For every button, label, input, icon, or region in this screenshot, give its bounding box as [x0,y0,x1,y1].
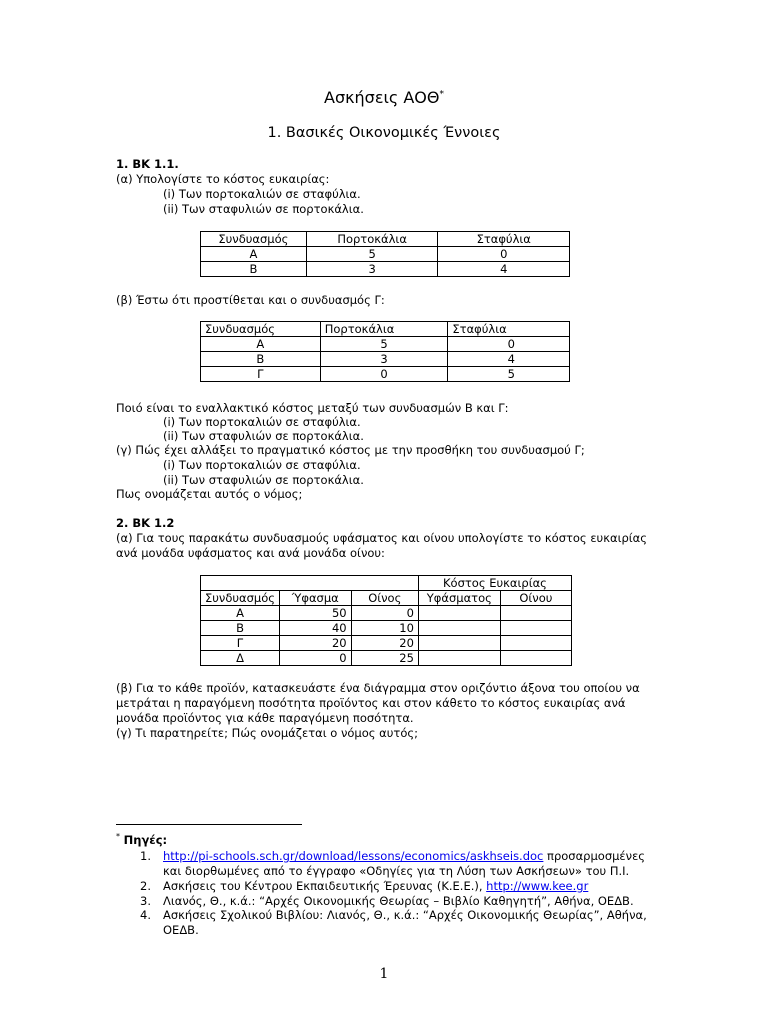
footnote-mark: * [116,832,120,841]
footnote-item-text: Ασκήσεις του Κέντρου Εκπαιδευτικής Έρευνας (Κ.Ε.Ε.), [163,879,487,893]
page-number: 1 [379,966,389,982]
table-cell-empty [500,621,571,636]
table-cell: 0 [280,651,352,666]
table-header: Ύφασμα [280,591,352,606]
table-cell-empty [418,651,500,666]
table-header-row [201,322,570,337]
table-header: Συνδυασμός [201,322,321,337]
table-row [201,651,572,666]
table-row [201,337,570,352]
table-group-header-row [201,576,572,591]
ex2-question-b-line2: μετράται η παραγόμενη ποσότητα προϊόντος και στον κάθετο το κόστος ευκαιρίας ανά [116,696,626,710]
kee-link[interactable]: http://www.kee.gr [486,879,589,893]
footnote-heading [116,829,167,848]
footnote-item [163,879,588,894]
table-row [201,352,570,367]
footnote-item-num: 4. [140,908,151,922]
title-text: Ασκήσεις ΑΟΘ [324,88,440,107]
title-footnote-mark[interactable]: * [439,89,444,100]
source-link[interactable]: http://pi-schools.sch.gr/download/lessons/economics/askhseis.doc [163,849,544,863]
table-cell: 0 [448,337,570,352]
table-row [201,247,570,262]
table-cell: 5 [306,247,438,262]
table-row [201,606,572,621]
ex1-question-a: (α) Υπολογίστε το κόστος ευκαιρίας: [116,172,330,186]
table-cell: 10 [351,621,418,636]
chapter-title: 1. Βασικές Οικονομικές Έννοιες [267,125,501,141]
table-row [201,636,572,651]
footnote-divider [116,824,302,825]
table-cell: 20 [280,636,352,651]
ex1-table2 [200,321,570,382]
footnote-item-text: Ασκήσεις Σχολικού Βιβλίου: Λιανός, Θ., κ.ά.: “Αρχές Οικονομικής Θεωρίας”, Αθήνα, [163,908,647,922]
table-header: Σταφύλια [448,322,570,337]
table-cell-empty [418,636,500,651]
ex1-question-law: Πως ονομάζεται αυτός ο νόμος; [116,487,303,501]
ex2-question-a-line2: ανά μονάδα υφάσματος και ανά μονάδα οίνου: [116,546,385,560]
ex1-question-c: (γ) Πώς έχει αλλάξει το πραγματικό κόστος με την προσθήκη του συνδυασμού Γ; [116,443,585,457]
ex1-table1 [200,231,570,277]
table-header: Συνδυασμός [201,232,307,247]
ex2-question-b-line3: μονάδα προϊόντος για κάθε παραγόμενη ποσότητα. [116,711,414,725]
table-cell: 5 [320,337,448,352]
table-header-row [201,591,572,606]
table-cell: Α [201,247,307,262]
ex1-question-b: (β) Έστω ότι προστίθεται και ο συνδυασμός Γ: [116,293,385,307]
table-cell: Δ [201,651,280,666]
footnote-item-text: και διορθωμένες από το έγγραφο «Οδηγίες για τη Λύση των Ασκήσεων» του Π.Ι. [163,864,630,878]
table-cell: 40 [280,621,352,636]
table-cell: 25 [351,651,418,666]
footnote-item-text: Λιανός, Θ., κ.ά.: “Αρχές Οικονομικής Θεωρίας – Βιβλίο Καθηγητή”, Αθήνα, ΟΕΔΒ. [163,894,634,908]
table-cell: 4 [448,352,570,367]
table-cell-empty [500,651,571,666]
ex1-heading: 1. ΒΚ 1.1. [116,157,179,171]
table-header: Πορτοκάλια [306,232,438,247]
table-cell: 5 [448,367,570,382]
table-cell: 0 [320,367,448,382]
ex1-question-alt-cost-ii: (ii) Των σταφυλιών σε πορτοκάλια. [163,429,364,443]
table-cell-empty [201,576,419,591]
ex1-question-c-i: (i) Των πορτοκαλιών σε σταφύλια. [163,458,361,472]
footnote-item-text: προσαρμοσμένες [543,849,646,863]
table-header: Οίνος [351,591,418,606]
ex1-question-alt-cost-i: (i) Των πορτοκαλιών σε σταφύλια. [163,415,361,429]
table-header: Οίνου [500,591,571,606]
table-cell: 3 [320,352,448,367]
table-cell-empty [418,621,500,636]
table-group-header: Κόστος Ευκαιρίας [418,576,571,591]
table-cell: Β [201,621,280,636]
table-row [201,262,570,277]
table-header: Συνδυασμός [201,591,280,606]
ex1-question-alt-cost: Ποιό είναι το εναλλακτικό κόστος μεταξύ των συνδυασμών Β και Γ: [116,401,509,415]
table-row [201,621,572,636]
footnote-item-text: ΟΕΔΒ. [163,923,199,937]
table-cell: 50 [280,606,352,621]
table-cell: Β [201,262,307,277]
table-cell: 4 [438,262,570,277]
footnote-item-num: 2. [140,879,151,893]
table-row [201,367,570,382]
table-header: Σταφύλια [438,232,570,247]
table-cell: Γ [201,367,321,382]
table-header: Υφάσματος [418,591,500,606]
table-cell: 0 [351,606,418,621]
footnote-item-num: 3. [140,894,151,908]
table-cell: Α [201,337,321,352]
table-cell: Γ [201,636,280,651]
footnote-heading-text: Πηγές: [123,832,168,847]
table-cell-empty [418,606,500,621]
table-cell: 20 [351,636,418,651]
ex1-question-c-ii: (ii) Των σταφυλιών σε πορτοκάλια. [163,473,364,487]
table-cell: 3 [306,262,438,277]
ex2-table [200,575,572,666]
ex1-question-a-ii: (ii) Των σταφυλιών σε πορτοκάλια. [163,202,364,216]
table-cell-empty [500,636,571,651]
ex2-question-c: (γ) Τι παρατηρείτε; Πώς ονομάζεται ο νόμος αυτός; [116,726,419,740]
table-cell: 0 [438,247,570,262]
table-header: Πορτοκάλια [320,322,448,337]
ex2-question-a-line1: (α) Για τους παρακάτω συνδυασμούς υφάσματος και οίνου υπολογίστε το κόστος ευκαιρίας [116,531,647,545]
footnote-item-num: 1. [140,849,151,863]
table-cell-empty [500,606,571,621]
ex2-heading: 2. ΒΚ 1.2 [116,516,175,530]
table-cell: Α [201,606,280,621]
page-title [0,88,768,107]
table-cell: Β [201,352,321,367]
footnote-item [163,849,645,864]
table-header-row [201,232,570,247]
ex1-question-a-i: (i) Των πορτοκαλιών σε σταφύλια. [163,187,361,201]
ex2-question-b-line1: (β) Για το κάθε προϊόν, κατασκευάστε ένα διάγραμμα στον οριζόντιο άξονα του οποίου να [116,681,640,695]
